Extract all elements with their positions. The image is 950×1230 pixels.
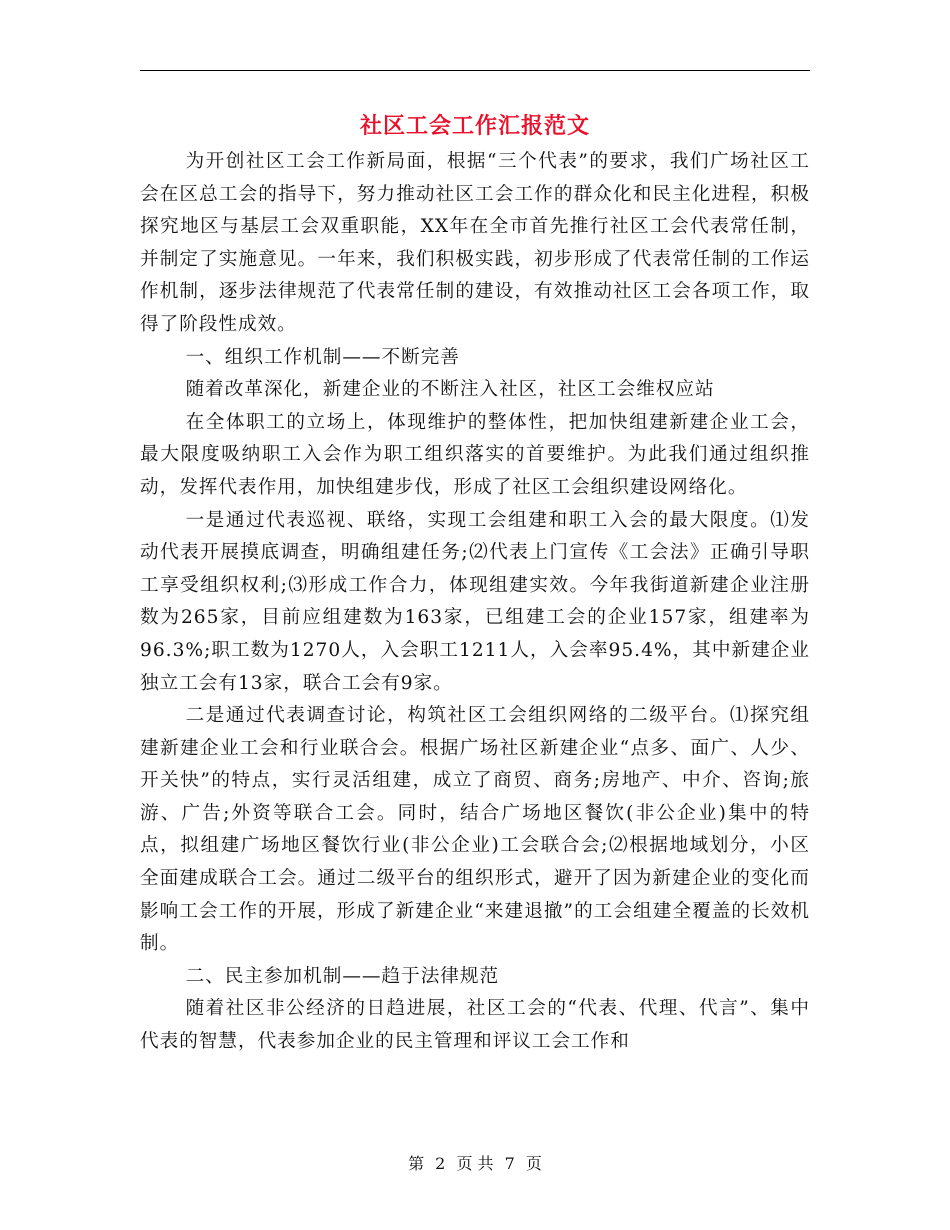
footer-middle: 页 共 [456, 1154, 494, 1173]
document-body [140, 146, 810, 1059]
paragraph-4: 一是通过代表巡视、联络，实现工会组建和职工入会的最大限度。⑴发动代表开展摸底调查，明确组建任务;⑵代表上门宣传《工会法》正确引导职工享受组织权利;⑶形成工作合力，体现组建实效。今年我街道新建企业注册数为265家，目前应组建数为163家，已组建工会的企业157家，组建率为96.3%;职工数为1270人，入会职工1211人，入会率95.4%，其中新建企业独立工会有13家，联合工会有9家。 [140, 509, 810, 694]
section-heading-2: 二、民主参加机制——趋于法律规范 [185, 965, 500, 987]
header-rule [140, 70, 810, 71]
section-heading-1: 一、组织工作机制——不断完善 [185, 346, 460, 368]
paragraph-6: 随着社区非公经济的日趋进展，社区工会的“代表、代理、代言”、集中代表的智慧，代表参加企业的民主管理和评议工会工作和 [140, 998, 810, 1053]
total-page-count: 7 [504, 1154, 515, 1173]
paragraph-3: 在全体职工的立场上，体现维护的整体性，把加快组建新建企业工会，最大限度吸纳职工入会作为职工组织落实的首要维护。为此我们通过组织推动，发挥代表作用，加快组建步伐，形成了社区工会组织建设网络化。 [140, 411, 810, 498]
footer-suffix: 页 [525, 1154, 542, 1173]
paragraph-2: 随着改革深化，新建企业的不断注入社区，社区工会维权应站 [185, 379, 715, 401]
paragraph-1: 为开创社区工会工作新局面，根据“三个代表”的要求，我们广场社区工会在区总工会的指导下，努力推动社区工会工作的群众化和民主化进程，积极探究地区与基层工会双重职能，XX年在全市首先推行社区工会代表常任制，并制定了实施意见。一年来，我们积极实践，初步形成了代表常任制的工作运作机制，逐步法律规范了代表常任制的建设，有效推动社区工会各项工作，取得了阶段性成效。 [140, 151, 810, 335]
current-page-number: 2 [435, 1154, 446, 1173]
paragraph-5: 二是通过代表调查讨论，构筑社区工会组织网络的二级平台。⑴探究组建新建企业工会和行业联合会。根据广场社区新建企业“点多、面广、人少、开关快”的特点，实行灵活组建，成立了商贸、商务;房地产、中介、咨询;旅游、广告;外资等联合工会。同时，结合广场地区餐饮(非公企业)集中的特点，拟组建广场地区餐饮行业(非公企业)工会联合会;⑵根据地域划分，小区全面建成联合工会。通过二级平台的组织形式，避开了因为新建企业的变化而影响工会工作的开展，形成了新建企业“来建退撤”的工会组建全覆盖的长效机制。 [140, 705, 810, 955]
footer-prefix: 第 [408, 1154, 425, 1173]
page-footer [0, 1152, 950, 1176]
document-title: 社区工会工作汇报范文 [359, 113, 590, 139]
